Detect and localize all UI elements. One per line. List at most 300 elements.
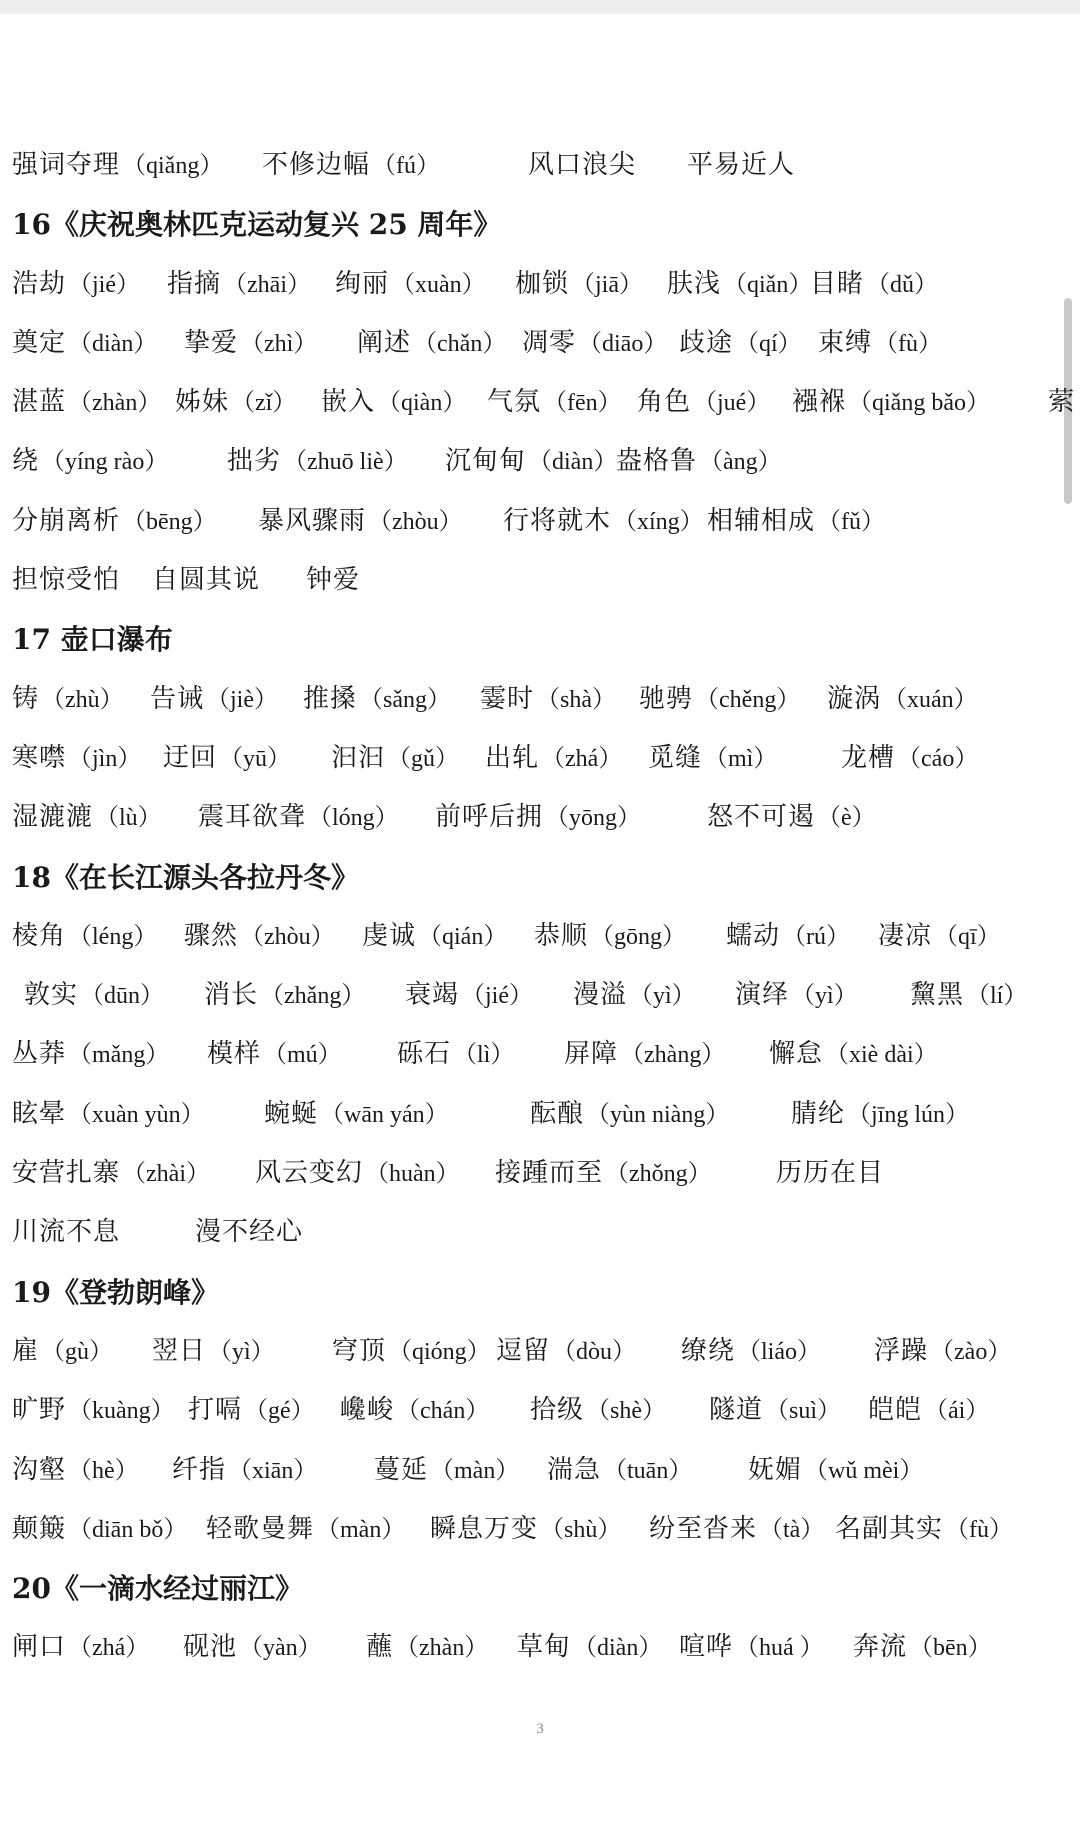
vocab-term [374,1441,519,1501]
term-pinyin: （zhá） [68,1635,150,1662]
vocab-term [152,1322,275,1382]
term-pinyin: （zhòu） [368,508,463,535]
term-pinyin: （jiè） [206,686,279,713]
term-pinyin: （wān yán） [320,1101,449,1128]
term-pinyin: （lù） [95,805,162,832]
term-text: 砚池 [183,1632,238,1663]
term-text: 震耳欲聋 [198,802,307,833]
term-text: 风口浪尖 [528,150,637,180]
term-text: 拾级 [530,1395,585,1426]
term-text: 风云变幻 [255,1158,364,1189]
term-pinyin: （bēng） [122,508,217,535]
vocab-term [152,551,260,610]
term-text: 皑皑 [868,1395,923,1426]
vocab-term [198,788,399,848]
term-pinyin: （xiè dài） [825,1042,938,1069]
vocab-row [12,432,1080,491]
vocab-term [530,1381,666,1441]
vocab-term [12,255,140,315]
term-text: 丛莽 [12,1039,67,1070]
term-pinyin: （chán） [396,1398,490,1425]
term-text: 翌日 [152,1335,207,1366]
vocab-row [12,1203,1080,1262]
vocab-term [366,1618,488,1678]
term-pinyin: （mú） [263,1042,342,1069]
vocab-term [12,1500,187,1560]
vocab-term [12,907,157,967]
vocab-term [430,1500,621,1560]
term-pinyin: （qián） [418,923,508,950]
vocab-term [255,1144,460,1204]
term-text: 穹顶 [332,1335,387,1366]
vocab-row [12,1500,1080,1559]
term-pinyin: （fù） [945,1516,1014,1543]
vocab-term [480,670,616,730]
vocab-row [12,1144,1080,1203]
term-text: 蔓延 [374,1454,429,1485]
term-pinyin: （diàn） [573,1635,663,1662]
term-text: 汩汩 [331,742,386,773]
term-pinyin: （tà） [759,1516,825,1543]
vocab-term [405,966,533,1026]
term-text: 历历在目 [776,1158,885,1189]
term-text: 消长 [204,980,259,1011]
vocab-term [878,907,1001,967]
term-text: 目睹 [810,268,865,299]
vocab-term [12,1322,113,1382]
term-text: 挚爱 [184,327,239,358]
vocab-term [12,729,141,789]
term-text: 凄凉 [878,920,933,951]
term-text: 歧途 [679,327,734,358]
term-text: 沟壑 [12,1454,67,1485]
term-text: 酝酿 [530,1098,585,1129]
vocab-term [12,314,157,374]
term-text: 姊妹 [175,387,230,418]
vocab-term [515,255,643,315]
vocab-term [306,551,360,610]
term-text: 告诫 [150,683,205,714]
document-content [12,136,1080,1678]
vocab-term [735,966,858,1026]
top-bar [0,0,1080,14]
term-pinyin: （fēn） [543,390,622,417]
term-text: 迂回 [163,742,218,773]
vocab-term [204,966,365,1026]
vocab-term [748,1441,923,1501]
term-pinyin: （yíng rào） [41,449,169,476]
term-pinyin: （chǎn） [413,330,507,357]
term-text: 旷野 [12,1395,67,1426]
term-text: 纤指 [172,1454,227,1485]
vocab-term [12,492,217,552]
vocab-term [12,1618,149,1678]
vocab-term [175,373,296,433]
term-pinyin: （yì） [791,983,858,1010]
term-text: 束缚 [818,327,873,358]
term-pinyin: （qī） [934,923,1001,950]
term-text: 浩劫 [12,268,67,299]
term-text: 纷至沓来 [649,1513,758,1544]
term-pinyin: （huàn） [365,1161,460,1188]
term-pinyin: （gù） [41,1338,114,1365]
term-pinyin: （dǔ） [866,271,939,298]
vocab-term [332,1322,491,1382]
vocab-term [12,551,120,610]
vocab-row [12,551,1080,610]
vocab-term [321,373,466,433]
vocab-term [207,1025,342,1085]
vocab-term [188,1381,315,1441]
term-text: 打嗝 [188,1395,243,1426]
term-text: 巉峻 [340,1395,395,1426]
term-text: 懈怠 [769,1039,824,1070]
vocab-term [495,1144,712,1204]
vocab-term [335,255,486,315]
vocab-term [206,1500,405,1560]
vocab-term [163,729,291,789]
vocab-term [853,1618,992,1678]
term-pinyin: （dūn） [80,983,165,1010]
term-pinyin: （zhàng） [620,1042,726,1069]
term-pinyin: （jiā） [571,271,644,298]
term-text: 腈纶 [791,1098,846,1129]
vocab-row [12,1322,1080,1381]
term-pinyin: （lí） [966,983,1028,1010]
vocab-term [262,136,440,196]
term-pinyin: （jié） [68,271,141,298]
term-text: 蜿蜒 [264,1098,319,1129]
term-pinyin: （qí） [735,330,802,357]
term-text: 角色 [637,387,692,418]
term-pinyin: （hè） [68,1457,139,1484]
vocab-term [637,373,770,433]
vocab-term [340,1381,489,1441]
term-pinyin: （gǔ） [387,745,460,772]
term-pinyin: （àng） [699,449,782,476]
term-text: 阐述 [357,327,412,358]
term-text: 轻歌曼舞 [206,1513,315,1544]
term-pinyin: （yū） [219,745,292,772]
term-text: 蘸 [366,1632,394,1663]
term-pinyin: （ái） [924,1398,990,1425]
section-heading: 20《一滴水经过丽江》 [12,1572,303,1606]
vocab-term [12,373,161,433]
vocab-term [667,255,812,315]
term-pinyin: （xíng） [613,508,704,535]
vocab-row [12,729,1080,788]
term-pinyin: （lóng） [308,805,399,832]
term-text: 肤浅 [667,268,722,299]
vocab-term [687,136,795,195]
vocab-row [12,966,1080,1025]
vocab-term [792,373,990,433]
term-pinyin: （diàn） [68,330,158,357]
term-text: 安营扎寨 [12,1158,121,1189]
section-heading: 18《在长江源头各拉丹冬》 [12,860,359,894]
term-text: 恭顺 [534,920,589,951]
vocab-term [707,492,885,552]
vocab-row [12,314,1080,373]
vocab-term [258,492,463,552]
term-text: 雇 [12,1335,40,1366]
term-text: 觅缝 [648,742,703,773]
vocab-term [12,1203,120,1262]
vocab-row [12,136,1080,195]
vocab-term [12,1441,139,1501]
term-pinyin: （xuán） [883,686,978,713]
term-pinyin: （jié） [461,983,534,1010]
term-text: 龙槽 [841,742,896,773]
term-text: 平易近人 [687,150,796,180]
vocab-term [818,314,942,374]
vocab-term [435,788,641,848]
term-text: 绚丽 [335,268,390,299]
term-text: 接踵而至 [495,1158,604,1189]
term-pinyin: （sǎng） [359,686,452,713]
term-text: 萦 [1048,387,1076,418]
vocab-row [12,788,1080,847]
term-pinyin: （zhǒng） [605,1161,712,1188]
section-heading: 16《庆祝奥林匹克运动复兴 25 周年》 [12,208,502,242]
term-text: 相辅相成 [707,505,816,536]
term-pinyin: （zhá） [541,745,623,772]
vocab-term [183,1618,322,1678]
term-pinyin: （wǔ mèi） [804,1457,924,1484]
vocab-term [679,314,802,374]
term-pinyin: （cáo） [897,745,979,772]
term-text: 蠕动 [726,920,781,951]
term-pinyin: （qiàn） [377,390,467,417]
vocab-term [150,670,278,730]
vocab-term [12,788,162,848]
term-text: 缭绕 [681,1335,736,1366]
term-text: 川流不息 [12,1217,121,1248]
vocab-term [303,670,451,730]
term-pinyin: （qiǎng bǎo） [848,390,990,417]
vocab-term [639,670,800,730]
term-text: 喧哗 [679,1632,734,1663]
term-pinyin: （qiǎng） [122,153,224,179]
term-text: 暴风骤雨 [258,505,367,536]
term-text: 草甸 [517,1632,572,1663]
vocab-row [12,907,1080,966]
term-text: 分崩离析 [12,505,121,536]
vocab-row [12,1618,1080,1677]
term-pinyin: （jìn） [68,745,142,772]
page-number: 3 [536,1721,544,1737]
vocab-row [12,1441,1080,1500]
vocab-term [503,492,704,552]
term-text: 盎格鲁 [616,446,698,477]
vocab-term [172,1441,317,1501]
term-text: 气氛 [487,387,542,418]
term-text: 绕 [12,446,40,477]
term-text: 骤然 [184,920,239,951]
term-pinyin: （zhì） [240,330,318,357]
term-pinyin: （diāo） [578,330,668,357]
term-text: 闸口 [12,1632,67,1663]
vocab-term [707,788,876,848]
term-pinyin: （xuàn yùn） [68,1101,205,1128]
term-pinyin: （fù） [874,330,943,357]
vocab-term [528,136,636,195]
term-text: 漫不经心 [195,1217,304,1248]
term-text: 霎时 [480,683,535,714]
term-text: 出轧 [485,742,540,773]
term-text: 演绎 [735,980,790,1011]
term-pinyin: （chěng） [695,686,801,713]
vocab-row [12,373,1080,432]
term-pinyin: （mì） [704,745,778,772]
term-pinyin: （rú） [782,923,851,950]
term-pinyin: （gé） [244,1398,315,1425]
term-text: 嵌入 [321,387,376,418]
vocab-term [12,1085,205,1145]
vocab-term [868,1381,989,1441]
term-text: 浮躁 [874,1335,929,1366]
term-text: 颠簸 [12,1513,67,1544]
vocab-term [910,966,1027,1026]
term-text: 驰骋 [639,683,694,714]
term-text: 奠定 [12,327,67,358]
term-pinyin: （zào） [930,1338,1012,1365]
vocab-term [445,432,617,492]
term-pinyin: （huá ） [735,1635,824,1662]
vocab-term [12,1025,169,1085]
term-pinyin: （zhù） [41,686,124,713]
term-pinyin: （liáo） [737,1338,822,1365]
vocab-row [12,1381,1080,1440]
vocab-term [564,1025,725,1085]
term-text: 瞬息万变 [430,1513,539,1544]
term-pinyin: （shù） [540,1516,622,1543]
vocab-term [264,1085,449,1145]
term-text: 名副其实 [835,1513,944,1544]
vocab-term [573,966,696,1026]
vocab-term [791,1085,969,1145]
vocab-term [1048,373,1075,432]
term-pinyin: （qióng） [388,1338,491,1365]
vocab-term [357,314,506,374]
vocab-term [12,136,223,196]
vocab-term [827,670,978,730]
term-pinyin: （diān bǒ） [68,1516,188,1543]
term-text: 担惊受怕 [12,565,121,596]
vocab-term [709,1381,841,1441]
vocab-term [12,670,124,730]
term-pinyin: （gōng） [590,923,687,950]
vocab-term [487,373,622,433]
vocab-term [841,729,978,789]
term-text: 湿漉漉 [12,802,94,833]
term-text: 行将就木 [503,505,612,536]
term-text: 寒噤 [12,742,67,773]
vocab-row [12,670,1080,729]
section-heading: 17 壶口瀑布 [12,623,173,657]
term-pinyin: （xuàn） [391,271,486,298]
term-pinyin: （zhài） [122,1161,210,1188]
section-heading: 19《登勃朗峰》 [12,1275,219,1309]
term-pinyin: （màn） [430,1457,520,1484]
term-text: 凋零 [522,327,577,358]
term-pinyin: （lì） [453,1042,515,1069]
vocab-term [485,729,622,789]
vocab-term [496,1322,636,1382]
term-pinyin: （qiǎn） [723,271,813,298]
term-text: 指摘 [167,268,222,299]
vocab-term [227,432,408,492]
term-pinyin: （dòu） [552,1338,637,1365]
term-pinyin: （diàn） [528,449,618,476]
vocab-term [522,314,667,374]
vocab-term [649,1500,824,1560]
term-text: 隧道 [709,1395,764,1426]
term-text: 强词夺理 [12,150,121,180]
vocab-term [810,255,938,315]
term-pinyin: （jīng lún） [847,1101,970,1128]
term-pinyin: （mǎng） [68,1042,170,1069]
term-text: 棱角 [12,920,67,951]
term-text: 模样 [207,1039,262,1070]
term-text: 襁褓 [792,387,847,418]
term-text: 妩媚 [748,1454,803,1485]
term-pinyin: （fǔ） [817,508,886,535]
term-text: 钟爱 [306,565,361,596]
term-pinyin: （léng） [68,923,158,950]
term-pinyin: （zhuō liè） [283,449,408,476]
vocab-term [195,1203,303,1262]
vocab-term [874,1322,1011,1382]
term-text: 湛蓝 [12,387,67,418]
vocab-term [835,1500,1013,1560]
term-pinyin: （zhòu） [240,923,335,950]
term-pinyin: （yì） [208,1338,275,1365]
term-pinyin: （yōng） [545,805,642,832]
term-text: 沉甸甸 [445,446,527,477]
vocab-row [12,1025,1080,1084]
term-pinyin: （xiān） [228,1457,318,1484]
vocab-term [616,432,782,492]
term-text: 黧黑 [910,980,965,1011]
term-pinyin: （yàn） [239,1635,322,1662]
term-pinyin: （zhàn） [68,390,162,417]
vocab-term [331,729,459,789]
term-pinyin: （è） [817,805,876,832]
term-pinyin: （shè） [586,1398,667,1425]
vocab-term [726,907,850,967]
term-text: 不修边幅 [262,150,371,180]
term-text: 铸 [12,683,40,714]
vocab-row [12,1085,1080,1144]
term-pinyin: （shà） [536,686,617,713]
term-text: 枷锁 [515,268,570,299]
vocab-term [167,255,311,315]
vocab-term [24,966,164,1026]
term-text: 敦实 [24,980,79,1011]
term-text: 衰竭 [405,980,460,1011]
term-pinyin: （bēn） [909,1635,992,1662]
term-text: 虔诚 [362,920,417,951]
term-pinyin: （yì） [629,983,696,1010]
term-pinyin: （zhǎng） [260,983,366,1010]
term-pinyin: （màn） [316,1516,406,1543]
term-text: 漫溢 [573,980,628,1011]
term-text: 推搡 [303,683,358,714]
term-pinyin: （tuān） [603,1457,693,1484]
vocab-term [12,1144,210,1204]
vocab-term [648,729,777,789]
